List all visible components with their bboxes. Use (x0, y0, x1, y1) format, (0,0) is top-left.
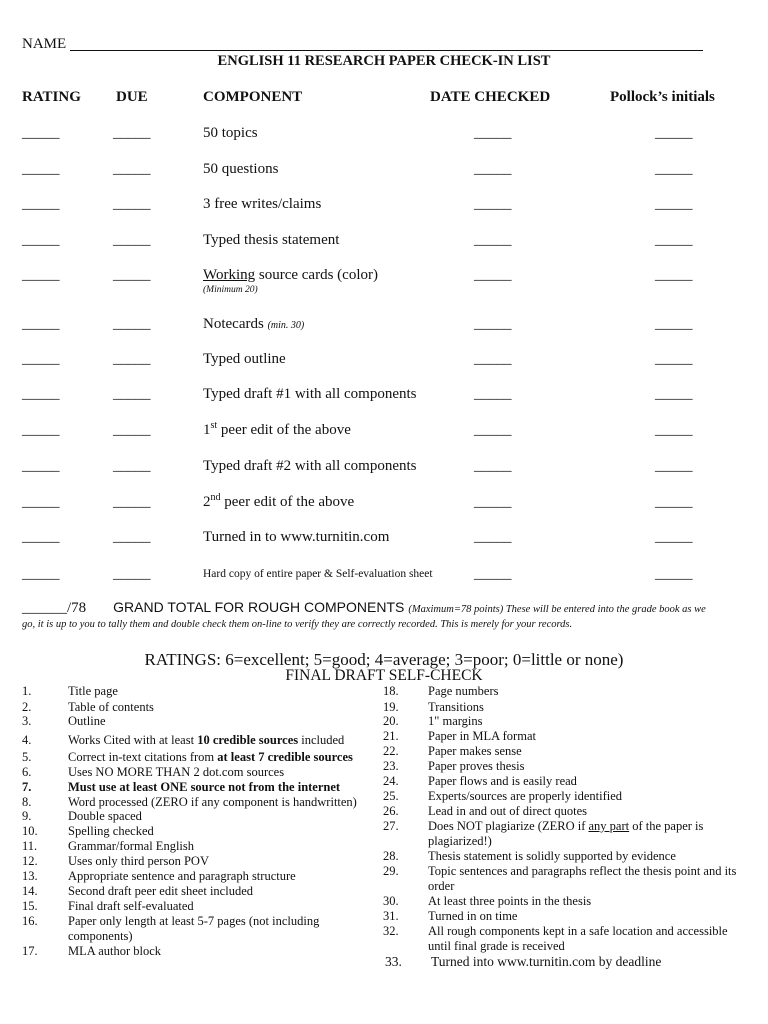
rating-blank: _____ (22, 125, 60, 141)
item-text-end: included (298, 733, 345, 747)
rating-blank: _____ (22, 494, 60, 510)
final-draft-title: FINAL DRAFT SELF-CHECK (285, 667, 483, 684)
component-row (0, 159, 768, 179)
initials-blank: _____ (655, 458, 693, 474)
name-line (70, 50, 703, 51)
item-number: 11. (22, 839, 38, 853)
item-number: 5. (22, 750, 32, 764)
column-header-component: COMPONENT (203, 89, 303, 105)
component-row (0, 230, 768, 250)
due-blank: _____ (113, 458, 151, 474)
initials-blank: _____ (655, 351, 693, 367)
ordinal-suffix: nd (210, 492, 221, 503)
component-row (0, 349, 768, 369)
item-text: Paper only length at least 5-7 pages (not including components) (68, 914, 320, 943)
rating-blank: _____ (22, 386, 60, 402)
component-label: 3 free writes/claims (203, 196, 322, 212)
date-checked-blank: _____ (474, 267, 512, 283)
item-number: 18. (383, 684, 399, 698)
item-text (68, 750, 353, 765)
item-text-bold: at least 7 credible sources (217, 750, 353, 764)
item-text: Double spaced (68, 809, 142, 823)
item-text-underlined: any part (588, 819, 630, 833)
item-number: 10. (22, 824, 38, 838)
component-text: peer edit of the above (220, 494, 355, 510)
due-blank: _____ (113, 316, 151, 332)
item-number: 1. (22, 684, 32, 698)
item-number: 3. (22, 714, 32, 728)
component-row (0, 527, 768, 547)
ratings-key: RATINGS: 6=excellent; 5=good; 4=average; 3=poor; 0=little or none) (144, 650, 624, 669)
due-blank: _____ (113, 196, 151, 212)
initials-blank: _____ (655, 422, 693, 438)
item-text: Thesis statement is solidly supported by evidence (428, 849, 676, 863)
item-text: Word processed (ZERO if any component is handwritten) (68, 795, 357, 809)
item-text: Grammar/formal English (68, 839, 195, 853)
item-number: 22. (383, 744, 399, 758)
component-label (203, 492, 354, 512)
component-label: 50 questions (203, 161, 279, 177)
rating-blank: _____ (22, 316, 60, 332)
initials-blank: _____ (655, 494, 693, 510)
item-number: 27. (383, 819, 399, 833)
ordinal-number: 2 (203, 494, 211, 510)
item-text: Turned into www.turnitin.com by deadline (431, 954, 662, 969)
component-label (203, 265, 378, 285)
grand-total-note: (Maximum=78 points) These will be entered into the grade book as we go, it is up to you to tally them and double check them on-line to verify they are correctly recorded. This is merely for your records. (22, 604, 706, 630)
item-number: 12. (22, 854, 38, 868)
column-header-rating: RATING (22, 89, 81, 105)
item-text: At least three points in the thesis (428, 894, 592, 908)
item-number: 21. (383, 729, 399, 743)
initials-blank: _____ (655, 316, 693, 332)
component-label: Typed outline (203, 351, 286, 367)
date-checked-blank: _____ (474, 196, 512, 212)
due-blank: _____ (113, 566, 151, 582)
component-text: source cards (color) (255, 267, 378, 283)
rating-blank: _____ (22, 529, 60, 545)
date-checked-blank: _____ (474, 458, 512, 474)
item-text: Paper in MLA format (428, 729, 536, 743)
component-label: Turned in to www.turnitin.com (203, 529, 390, 545)
component-label (203, 420, 351, 440)
column-header-initials: Pollock’s initials (610, 89, 715, 105)
item-text: Paper makes sense (428, 744, 522, 758)
component-label (203, 314, 304, 336)
rating-blank: _____ (22, 232, 60, 248)
component-label: Typed thesis statement (203, 232, 340, 248)
item-text: Transitions (428, 700, 484, 714)
item-text: Paper proves thesis (428, 759, 525, 773)
component-text: Notecards (203, 316, 268, 332)
component-row (0, 194, 768, 214)
item-number: 29. (383, 864, 399, 878)
item-number: 30. (383, 894, 399, 908)
item-number: 17. (22, 944, 38, 958)
item-text: Outline (68, 714, 106, 728)
item-number: 23. (383, 759, 399, 773)
item-text: Uses NO MORE THAN 2 dot.com sources (68, 765, 285, 779)
item-number: 32. (383, 924, 399, 938)
item-text: Lead in and out of direct quotes (428, 804, 587, 818)
item-number: 19. (383, 700, 399, 714)
initials-blank: _____ (655, 125, 693, 141)
item-text: Experts/sources are properly identified (428, 789, 623, 803)
due-blank: _____ (113, 125, 151, 141)
component-row (0, 456, 768, 476)
item-number: 33. (385, 954, 402, 969)
component-row (0, 123, 768, 143)
date-checked-blank: _____ (474, 386, 512, 402)
item-number: 16. (22, 914, 38, 928)
initials-blank: _____ (655, 529, 693, 545)
component-text: peer edit of the above (217, 422, 351, 438)
component-note: (min. 30) (267, 320, 305, 331)
item-number: 28. (383, 849, 399, 863)
component-label: Hard copy of entire paper & Self-evaluation sheet (203, 568, 433, 580)
item-number: 24. (383, 774, 399, 788)
component-row (0, 314, 768, 334)
rating-blank: _____ (22, 422, 60, 438)
item-text: Uses only third person POV (68, 854, 209, 868)
item-text: Spelling checked (68, 824, 154, 838)
due-blank: _____ (113, 351, 151, 367)
rating-blank: _____ (22, 196, 60, 212)
item-number: 31. (383, 909, 399, 923)
date-checked-blank: _____ (474, 566, 512, 582)
initials-blank: _____ (655, 566, 693, 582)
item-text: Topic sentences and paragraphs reflect the thesis point and its order (428, 864, 737, 893)
item-text: Table of contents (68, 700, 154, 714)
due-blank: _____ (113, 529, 151, 545)
component-label: Typed draft #2 with all components (203, 458, 417, 474)
item-text-start: Correct in-text citations from (68, 750, 218, 764)
component-row (0, 265, 768, 285)
component-note: (Minimum 20) (203, 285, 258, 295)
grand-total (22, 600, 716, 632)
initials-blank: _____ (655, 196, 693, 212)
rating-blank: _____ (22, 566, 60, 582)
item-number: 13. (22, 869, 38, 883)
ordinal-number: 1 (203, 422, 211, 438)
initials-blank: _____ (655, 161, 693, 177)
item-number: 14. (22, 884, 38, 898)
component-row (0, 384, 768, 404)
due-blank: _____ (113, 232, 151, 248)
component-label: Typed draft #1 with all components (203, 386, 417, 402)
component-row (0, 564, 768, 584)
item-text-start: Does NOT plagiarize (ZERO if (428, 819, 589, 833)
item-text: Second draft peer edit sheet included (68, 884, 253, 898)
due-blank: _____ (113, 422, 151, 438)
item-text (68, 733, 344, 748)
item-text-start: Works Cited with at least (68, 733, 198, 747)
item-text: 1" margins (428, 714, 483, 728)
grand-total-score: ______/78 (22, 600, 87, 616)
item-number: 15. (22, 899, 38, 913)
item-number: 20. (383, 714, 399, 728)
component-label: 50 topics (203, 125, 258, 141)
date-checked-blank: _____ (474, 351, 512, 367)
page-title: ENGLISH 11 RESEARCH PAPER CHECK-IN LIST (217, 53, 551, 69)
item-number: 4. (22, 733, 32, 747)
due-blank: _____ (113, 386, 151, 402)
due-blank: _____ (113, 494, 151, 510)
item-number: 25. (383, 789, 399, 803)
date-checked-blank: _____ (474, 232, 512, 248)
component-row (0, 492, 768, 512)
rating-blank: _____ (22, 267, 60, 283)
item-text (428, 819, 728, 849)
item-number: 7. (22, 780, 32, 794)
date-checked-blank: _____ (474, 161, 512, 177)
item-text: Title page (68, 684, 118, 698)
date-checked-blank: _____ (474, 529, 512, 545)
item-text: Page numbers (428, 684, 499, 698)
initials-blank: _____ (655, 267, 693, 283)
column-header-date-checked: DATE CHECKED (430, 89, 551, 105)
item-number: 2. (22, 700, 32, 714)
grand-total-label: GRAND TOTAL FOR ROUGH COMPONENTS (113, 599, 405, 615)
item-text: Appropriate sentence and paragraph structure (68, 869, 296, 883)
item-text: Final draft self-evaluated (68, 899, 194, 913)
date-checked-blank: _____ (474, 316, 512, 332)
item-number: 8. (22, 795, 32, 809)
component-underlined-word: Working (203, 267, 256, 283)
item-number: 26. (383, 804, 399, 818)
due-blank: _____ (113, 267, 151, 283)
rating-blank: _____ (22, 161, 60, 177)
item-number: 9. (22, 809, 32, 823)
item-text: Must use at least ONE source not from the internet (68, 780, 341, 794)
due-blank: _____ (113, 161, 151, 177)
date-checked-blank: _____ (474, 422, 512, 438)
column-header-due: DUE (116, 89, 148, 105)
component-row (0, 420, 768, 440)
name-label: NAME (22, 36, 67, 52)
item-text-end: of the paper is plagiarized!) (428, 819, 704, 848)
date-checked-blank: _____ (474, 125, 512, 141)
item-number: 6. (22, 765, 32, 779)
initials-blank: _____ (655, 232, 693, 248)
item-text: MLA author block (68, 944, 162, 958)
ordinal-suffix: st (210, 420, 218, 431)
rating-blank: _____ (22, 351, 60, 367)
rating-blank: _____ (22, 458, 60, 474)
item-text-bold: 10 credible sources (197, 733, 299, 747)
item-text: Paper flows and is easily read (428, 774, 577, 788)
item-text: All rough components kept in a safe location and accessible until final grade is received (428, 924, 728, 953)
initials-blank: _____ (655, 386, 693, 402)
item-text: Turned in on time (428, 909, 518, 923)
date-checked-blank: _____ (474, 494, 512, 510)
